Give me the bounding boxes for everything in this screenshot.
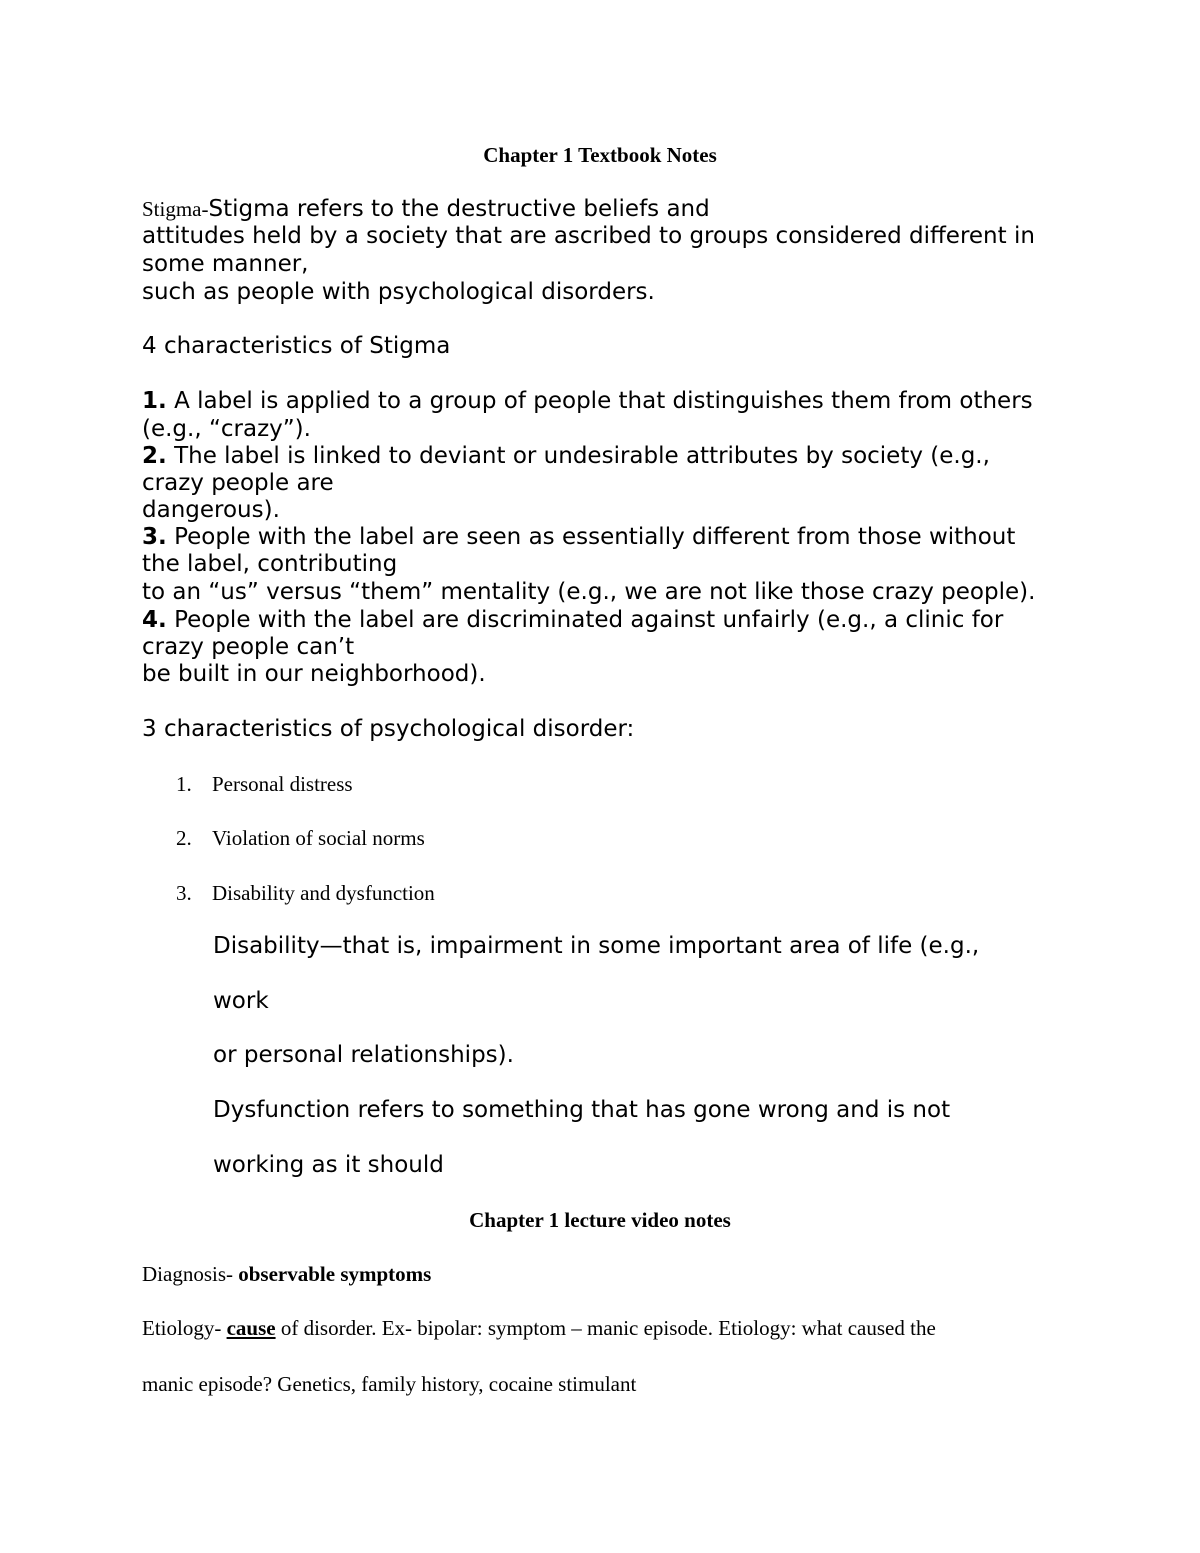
stigma-char-number: 3. xyxy=(142,524,167,550)
etiology-keyword: cause xyxy=(226,1316,276,1340)
stigma-char-3-line-3: to an “us” versus “them” mentality (e.g., we are not like those crazy people). xyxy=(142,579,1036,605)
stigma-heading: 4 characteristics of Stigma xyxy=(142,333,451,359)
disorder-list-number: 3. xyxy=(176,881,192,905)
stigma-char-number: 1. xyxy=(142,388,167,414)
stigma-definition-text: Stigma refers to the destructive beliefs and xyxy=(208,196,710,222)
etiology-text: of disorder. Ex- bipolar: symptom – manic episode. Etiology: what caused the xyxy=(280,1316,936,1340)
disorder-list-item: Violation of social norms xyxy=(212,826,425,850)
diagnosis-term: Diagnosis- xyxy=(142,1262,233,1286)
diagnosis-definition: observable symptoms xyxy=(238,1262,432,1286)
stigma-char-2-line-3: dangerous). xyxy=(142,497,280,523)
disability-line-2: work xyxy=(213,988,269,1014)
stigma-char-1-line-1: 1. A label is applied to a group of people that distinguishes them from others xyxy=(142,388,1033,414)
stigma-char-2-line-2: crazy people are xyxy=(142,470,334,496)
stigma-definition-line-2: attitudes held by a society that are ascribed to groups considered different in xyxy=(142,223,1035,249)
stigma-char-number: 4. xyxy=(142,607,167,633)
disorder-list-number: 1. xyxy=(176,772,192,796)
disability-line-3: or personal relationships). xyxy=(213,1042,514,1068)
stigma-term: Stigma- xyxy=(142,197,209,221)
stigma-char-3-line-2: the label, contributing xyxy=(142,551,398,577)
page-title: Chapter 1 Textbook Notes xyxy=(483,143,717,167)
stigma-char-number: 2. xyxy=(142,443,167,469)
disorder-list-item: Disability and dysfunction xyxy=(212,881,435,905)
stigma-char-4-line-1: 4. People with the label are discriminated against unfairly (e.g., a clinic for xyxy=(142,607,1004,633)
etiology-term: Etiology- xyxy=(142,1316,222,1340)
stigma-char-4-line-3: be built in our neighborhood). xyxy=(142,661,486,687)
diagnosis-line xyxy=(142,1262,431,1287)
stigma-definition-line-3: some manner, xyxy=(142,251,309,277)
disability-line-1: Disability—that is, impairment in some important area of life (e.g., xyxy=(213,933,980,959)
stigma-char-1-line-2: (e.g., “crazy”). xyxy=(142,416,311,442)
disorder-list-item: Personal distress xyxy=(212,772,353,796)
etiology-line-1 xyxy=(142,1316,936,1341)
dysfunction-line-1: Dysfunction refers to something that has gone wrong and is not xyxy=(213,1097,951,1123)
stigma-char-2-line-1: 2. The label is linked to deviant or undesirable attributes by society (e.g., xyxy=(142,443,990,469)
stigma-definition-line-4: such as people with psychological disorders. xyxy=(142,279,655,305)
stigma-char-3-line-1: 3. People with the label are seen as essentially different from those without xyxy=(142,524,1016,550)
lecture-title: Chapter 1 lecture video notes xyxy=(469,1208,731,1232)
stigma-char-4-line-2: crazy people can’t xyxy=(142,634,355,660)
disorder-list-number: 2. xyxy=(176,826,192,850)
etiology-line-2: manic episode? Genetics, family history, cocaine stimulant xyxy=(142,1372,637,1396)
stigma-definition-line-1 xyxy=(142,196,710,222)
disorder-heading: 3 characteristics of psychological disorder: xyxy=(142,716,635,742)
dysfunction-line-2: working as it should xyxy=(213,1152,444,1178)
